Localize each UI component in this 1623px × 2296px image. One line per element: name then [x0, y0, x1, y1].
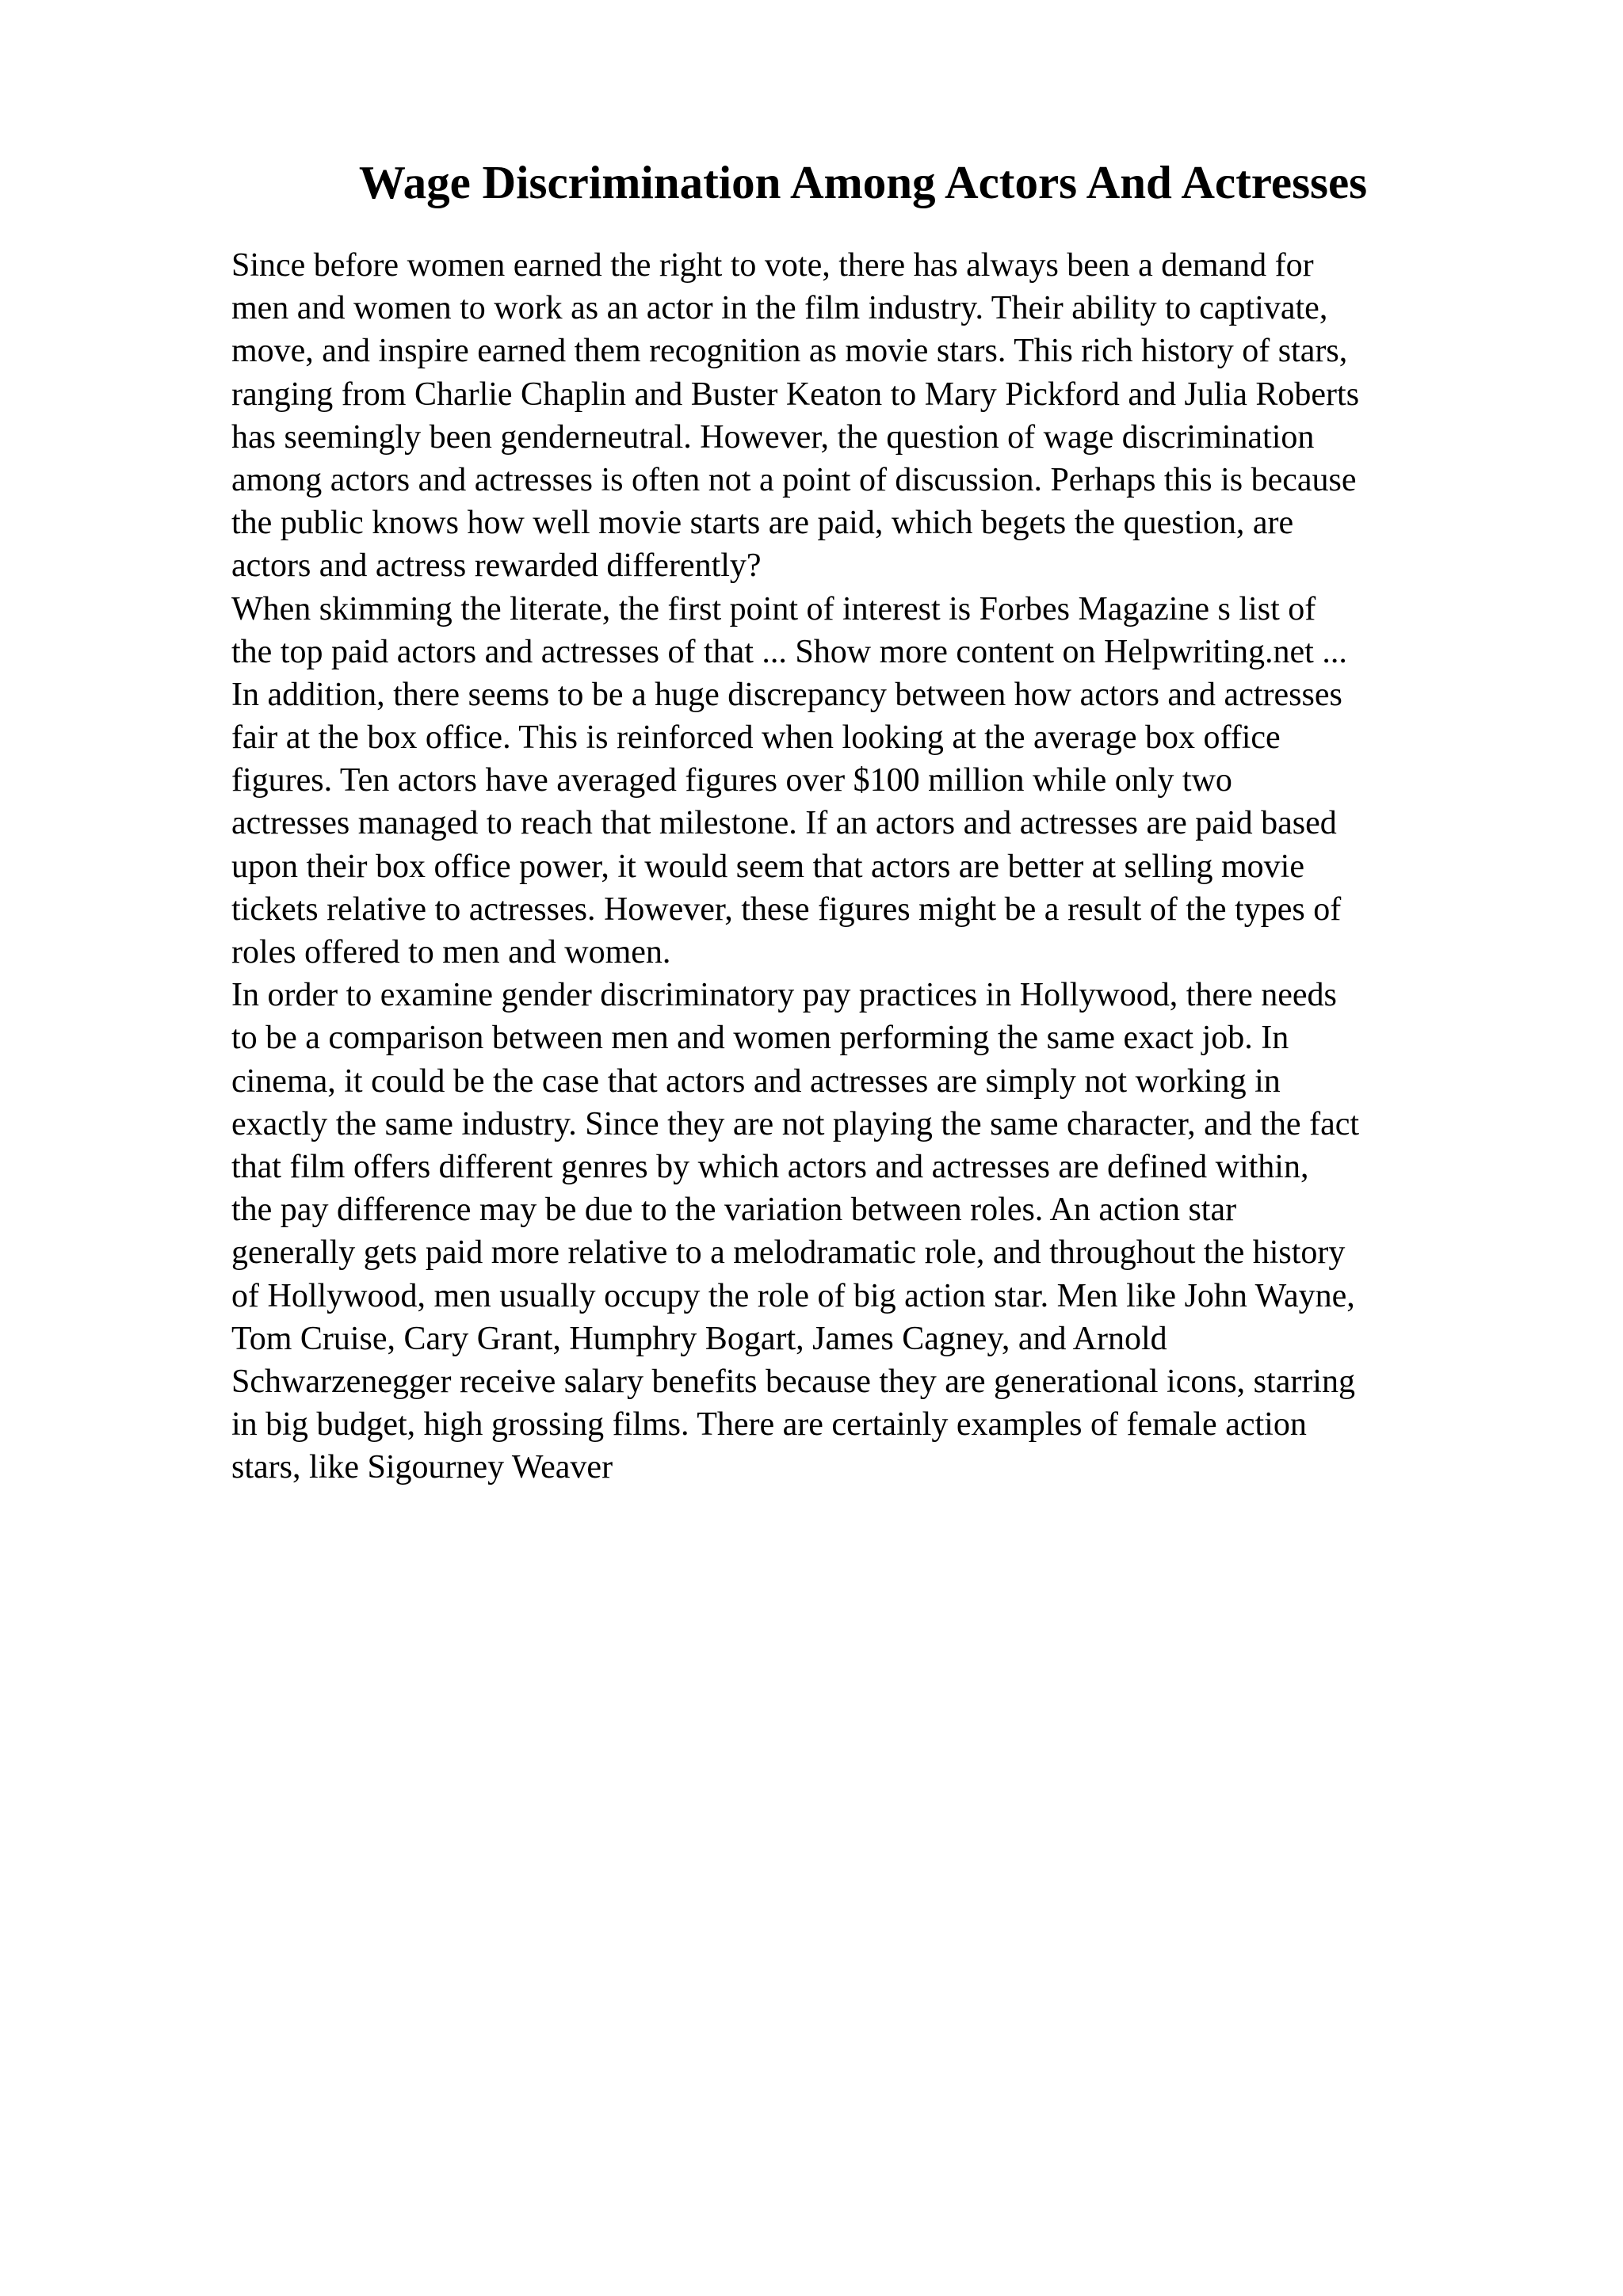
body-line: the pay difference may be due to the variation between roles. An action star [231, 1192, 1237, 1229]
body-line: men and women to work as an actor in the film industry. Their ability to captivate, [231, 290, 1328, 327]
body-line: fair at the box office. This is reinforced when looking at the average box office [231, 719, 1281, 757]
body-line: that film offers different genres by which actors and actresses are defined within, [231, 1148, 1309, 1185]
body-line: the top paid actors and actresses of that ... Show more content on Helpwriting.net ... [231, 633, 1347, 670]
body-line: cinema, it could be the case that actors and actresses are simply not working in [231, 1062, 1281, 1100]
body-line: the public knows how well movie starts are paid, which begets the question, are [231, 505, 1294, 542]
body-line: tickets relative to actresses. However, these figures might be a result of the types of [231, 891, 1342, 928]
body-line: When skimming the literate, the first point of interest is Forbes Magazine s list of [231, 590, 1316, 627]
body-line: In addition, there seems to be a huge discrepancy between how actors and actresses [231, 676, 1342, 713]
body-line: move, and inspire earned them recognition as movie stars. This rich history of stars, [231, 333, 1348, 370]
body-line: exactly the same industry. Since they are not playing the same character, and the fact [231, 1105, 1360, 1142]
body-line: actresses managed to reach that milestone. If an actors and actresses are paid based [231, 805, 1337, 842]
document-body [231, 244, 1515, 1489]
body-line: ranging from Charlie Chaplin and Buster Keaton to Mary Pickford and Julia Roberts [231, 376, 1360, 413]
body-line: among actors and actresses is often not a point of discussion. Perhaps this is because [231, 461, 1357, 498]
body-line: has seemingly been genderneutral. However, the question of wage discrimination [231, 418, 1315, 456]
body-line: upon their box office power, it would seem that actors are better at selling movie [231, 848, 1304, 885]
body-line: In order to examine gender discriminatory pay practices in Hollywood, there needs [231, 977, 1337, 1014]
body-line: Since before women earned the right to vote, there has always been a demand for [231, 247, 1314, 284]
document-title: Wage Discrimination Among Actors And Actresses [358, 156, 1368, 208]
body-line: stars, like Sigourney Weaver [231, 1449, 613, 1486]
body-line: actors and actress rewarded differently? [231, 547, 762, 585]
body-line: in big budget, high grossing films. There are certainly examples of female action [231, 1406, 1307, 1444]
body-line: Schwarzenegger receive salary benefits because they are generational icons, starring [231, 1363, 1355, 1400]
body-line: to be a comparison between men and women performing the same exact job. In [231, 1020, 1289, 1057]
body-line: roles offered to men and women. [231, 934, 671, 971]
body-line: of Hollywood, men usually occupy the role of big action star. Men like John Wayne, [231, 1277, 1355, 1314]
body-line: Tom Cruise, Cary Grant, Humphry Bogart, James Cagney, and Arnold [231, 1320, 1167, 1357]
body-line: generally gets paid more relative to a melodramatic role, and throughout the history [231, 1234, 1346, 1272]
body-line: figures. Ten actors have averaged figures over $100 million while only two [231, 762, 1232, 799]
